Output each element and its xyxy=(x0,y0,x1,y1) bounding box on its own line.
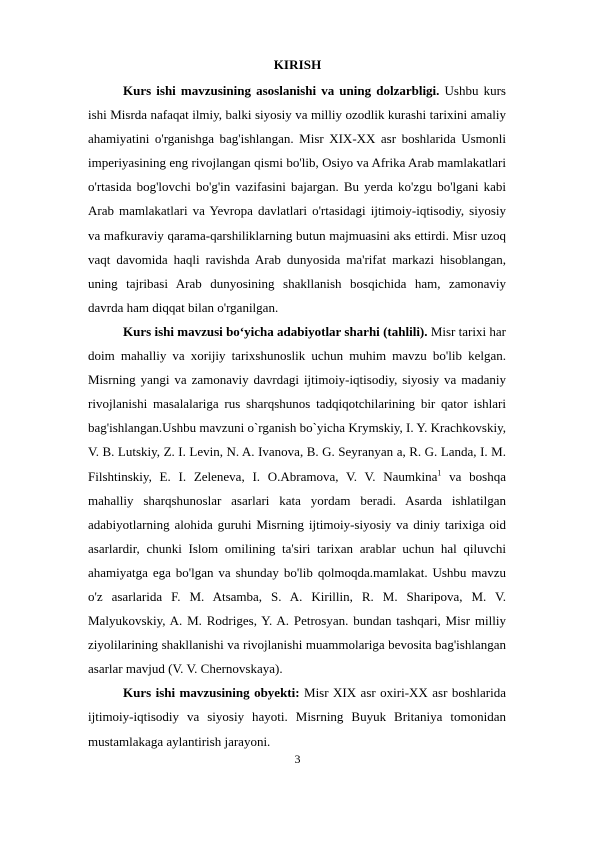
footnote-reference[interactable]: 1 xyxy=(437,468,442,478)
paragraph-text: Misr tarixi har doim mahalliy va xorijiy tarixshunoslik uchun muhim mavzu bo'lib kelgan. Misrning yangi va zamonaviy davrdagi ijtimoiy-iqtisodiy, siyosiy va madaniy rivojlanishi masalalariga rus sharqshunos tadqiqotchilarining bir qator ishlari bag'ishlangan.Ushbu mavzuni o`rganish bo`yicha Krymskiy, I. Y. Krachkovskiy, V. B. Lutskiy, Z. I. Levin, N. A. Ivanova, B. G. Seyranyan a, R. G. Landa, I. M. Filshtinskiy, E. I. Zeleneva, I. O.Abramova, V. V. Naumkina xyxy=(88,323,507,484)
paragraph-heading: Kurs ishi mavzusi bo‘yicha adabiyotlar sharhi (tahlili). xyxy=(123,323,428,339)
paragraph-relevance xyxy=(88,79,506,320)
paragraph-text: Misr XIX asr oxiri-XX asr boshlarida ijtimoiy-iqtisodiy va siyosiy hayoti. Misrning Buyuk Britaniya tomonidan mustamlakaga aylantirish jarayoni. xyxy=(88,685,506,749)
body-text xyxy=(88,79,506,754)
paragraph-text: Ushbu kurs ishi Misrda nafaqat ilmiy, balki siyosiy va milliy ozodlik kurashi tarixini amaliy ahamiyatini o'rganishga bag'ishlangan. Misr XIX-XX asr boshlarida Usmonli imperiyasining eng rivojlangan qismi bo'lib, Osiyo va Afrika Arab mamlakatlari o'rtasida bog'lovchi bo'g'in vazifasini bajargan. Bu yerda ko'zgu bo'lgani kabi Arab mamlakatlari va Yevropa davlatlari o'rtasidagi ijtimoiy-iqtisodiy, siyosiy va mafkuraviy qarama-qarshiliklarning butun majmuasini aks ettirdi. Misr uzoq vaqt davomida haqli ravishda Arab dunyosida ma'rifat markazi hisoblangan, uning tajribasi Arab dunyosining shakllanish bosqichida ham, zamonaviy davrda ham diqqat bilan o'rganilgan. xyxy=(88,83,506,315)
page-number: 3 xyxy=(294,752,301,766)
paragraph-heading: Kurs ishi mavzusining asoslanishi va uning dolzarbligi. xyxy=(123,83,440,98)
paragraph-text: va boshqa mahalliy sharqshunoslar asarlari kata yordam beradi. Asarda ishlatilgan adabiyotlarning alohida guruhi Misrning ijtimoiy-siyosiy va diniy tarixiga oid asarlardir, chunki Islom omilining ta'siri tarixan arablar uchun hal qiluvchi ahamiyatga ega bo'lgan va shunday bo'lib qolmoqda.mamlakat. Ushbu mavzu o'z asarlarida F. M. Atsamba, S. A. Kirillin, R. M. Sharipova, M. V. Malyukovskiy, A. M. Rodriges, Y. A. Petrosyan. bundan tashqari, Misr milliy ziyolilarining shakllanishi va rivojlanishi muammolariga bevosita bag'ishlangan asarlar mavjud (V. V. Chernovskaya). xyxy=(88,468,506,677)
section-title: KIRISH xyxy=(273,57,322,72)
paragraph-object xyxy=(88,681,506,753)
paragraph-literature-review xyxy=(88,320,506,681)
paragraph-heading: Kurs ishi mavzusining obyekti: xyxy=(123,685,300,701)
